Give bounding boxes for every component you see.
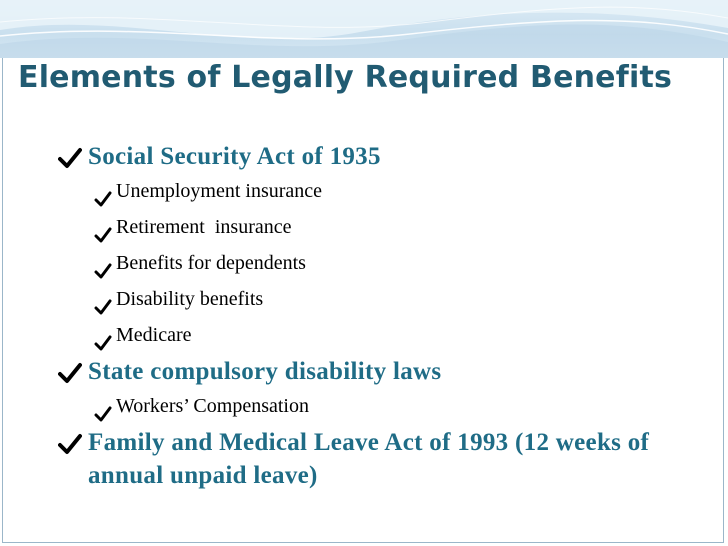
list-item [58, 140, 698, 173]
list-item-label: Family and Medical Leave Act of 1993 (12 weeks of annual unpaid leave) [88, 429, 650, 489]
slide-title: Elements of Legally Required Benefits [18, 60, 673, 95]
list-item-label: Social Security Act of 1935 [88, 143, 381, 170]
bullet-list [58, 140, 698, 492]
sub-list-item [58, 281, 698, 317]
sub-list-item [58, 173, 698, 209]
sub-list-item [58, 317, 698, 353]
wave-decoration [0, 0, 728, 58]
sub-list-item-label: Disability benefits [116, 288, 264, 310]
checkmark-icon [58, 431, 82, 464]
sub-list-item [58, 245, 698, 281]
list-item [58, 355, 698, 388]
header-wave-band [0, 0, 728, 58]
sub-list-item [58, 209, 698, 245]
sub-list-item-label: Workers’ Compensation [116, 395, 309, 417]
list-item-label: State compulsory disability laws [88, 358, 442, 385]
sub-list-item [58, 388, 698, 424]
list-item [58, 426, 698, 492]
sub-list-item-label: Benefits for dependents [116, 252, 306, 274]
sub-list-item-label: Unemployment insurance [116, 180, 323, 202]
sub-list-item-label: Medicare [116, 324, 192, 346]
sub-list-item-label: Retirement insurance [116, 216, 292, 238]
